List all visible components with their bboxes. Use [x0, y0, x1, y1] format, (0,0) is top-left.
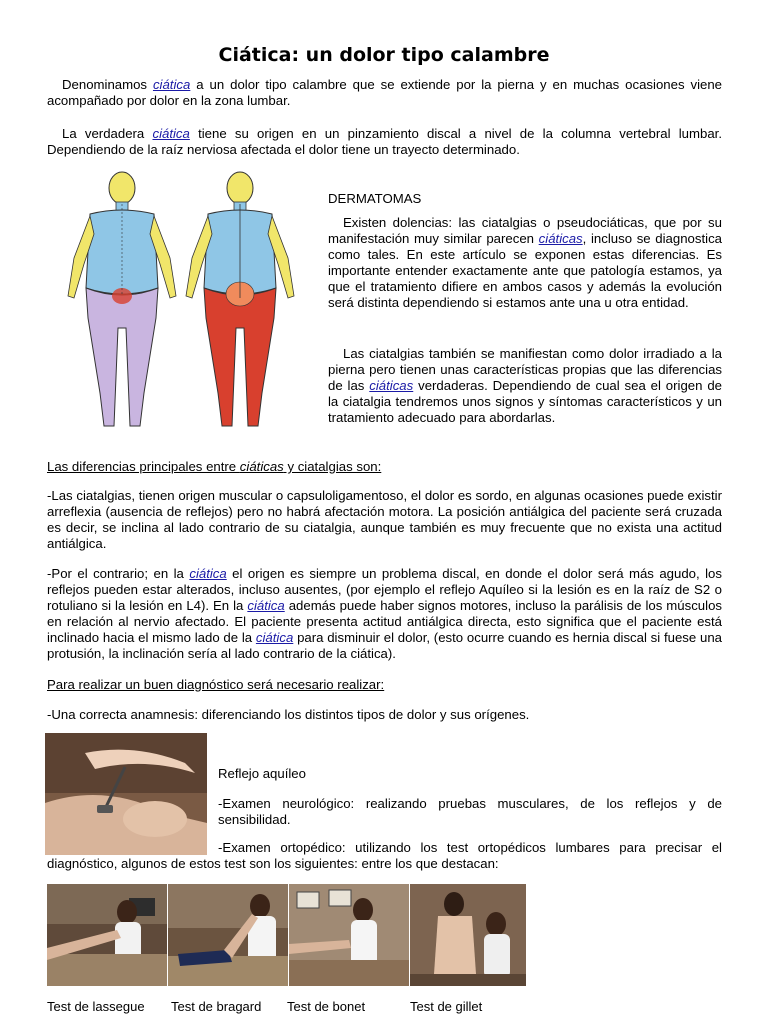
ciatica-link[interactable]: ciática [152, 126, 190, 141]
dermatomas-paragraph-2: Las ciatalgias también se manifiestan como dolor irradiado a la pierna pero tienen unas características propias que las diferencias de las ciáticas verdaderas. Dependiendo de cual sea el origen de la ciatalgia tendremos unos signos y síntomas característicos y un tratamiento adecuado para abordarlas. [328, 346, 722, 425]
ciatica-link[interactable]: ciática [152, 77, 191, 92]
bonet-photo [289, 884, 409, 986]
test-caption: Test de bonet [287, 999, 366, 1014]
neuro-exam-paragraph: -Examen neurológico: realizando pruebas musculares, de los reflejos y de sensibilidad. [218, 796, 722, 827]
differences-heading: Las diferencias principales entre ciáticas y ciatalgias son: [47, 459, 382, 474]
ciatica-differences-paragraph: -Por el contrario; en la ciática el origen es siempre un problema discal, en donde el dolor será más agudo, los reflejos pueden estar alterados, incluso ausentes, (por ejemplo el reflejo Aquíleo si la lesión es en la raíz de S2 o rotuliano si la lesión en L4). En la ciática además puede haber signos motores, incluso la parálisis de los músculos en relación al nervio afectado. El paciente presenta actitud antiálgica directa, esto significa que el paciente está inclinado hacia el mismo lado de la ciática para disminuir el dolor, (esto ocurre cuando es hernia discal si fuese una protusión, la inclinación sería al lado contrario de la ciática). [47, 566, 722, 661]
intro-paragraph: Denominamos ciática a un dolor tipo calambre que se extiende por la pierna y en muchas ocasiones viene acompañado por dolor en la zona lumbar. [47, 77, 722, 108]
ciaticas-link[interactable]: ciáticas [538, 231, 583, 246]
test-caption: Test de bragard [171, 999, 262, 1014]
ciatica-link[interactable]: ciática [247, 598, 285, 613]
ortho-exam-paragraph: -Examen ortopédico: utilizando los test ortopédicos lumbares para precisar el diagnóstico, algunos de estos test son los siguientes: entre los que destacan: [47, 840, 722, 871]
ciatica-link[interactable]: ciática [255, 630, 294, 645]
test-caption: Test de lassegue [47, 999, 145, 1014]
lassegue-photo [47, 884, 167, 986]
page-title: Ciática: un dolor tipo calambre [218, 44, 550, 66]
reflex-caption: Reflejo aquíleo [218, 766, 306, 781]
dermatome-illustration [60, 168, 300, 436]
anamnesis-paragraph: -Una correcta anamnesis: diferenciando los distintos tipos de dolor y sus orígenes. [47, 707, 530, 722]
dermatomas-heading: DERMATOMAS [328, 191, 422, 206]
diagnosis-heading: Para realizar un buen diagnóstico será necesario realizar: [47, 677, 385, 692]
ciatalgia-differences-paragraph: -Las ciatalgias, tienen origen muscular o capsuloligamentoso, el dolor es sordo, en algunas ocasiones puede existir arreflexia (ausencia de reflejos) pero no habrá afectación motora. La posición antiálgica del paciente será cruzada es decir, se inclina al lado contrario de su ciatalgia, aunque también es muy frecuente que no exista una actitud antiálgica. [47, 488, 722, 551]
test-caption: Test de gillet [410, 999, 483, 1014]
bragard-photo [168, 884, 288, 986]
back-body-figure [186, 172, 294, 426]
ciatica-link[interactable]: ciática [189, 566, 227, 581]
origin-paragraph: La verdadera ciática tiene su origen en un pinzamiento discal a nivel de la columna vertebral lumbar. Dependiendo de la raíz nerviosa afectada el dolor tiene un trayecto determinado. [47, 126, 722, 157]
dermatomas-paragraph-1: Existen dolencias: las ciatalgias o pseudociáticas, que por su manifestación muy similar parecen ciáticas, incluso se diagnostica como tales. En este artículo se exponen estas diferencias. Es importante entender exactamente ante que patología estamos, ya que el tratamiento difiere en ambos casos y además la evolución será distinta dependiendo si estamos ante una u otra entidad. [328, 215, 722, 310]
gillet-photo [410, 884, 526, 986]
reflex-photo [45, 733, 207, 855]
front-body-figure [68, 172, 176, 426]
ciaticas-link[interactable]: ciáticas [369, 378, 414, 393]
